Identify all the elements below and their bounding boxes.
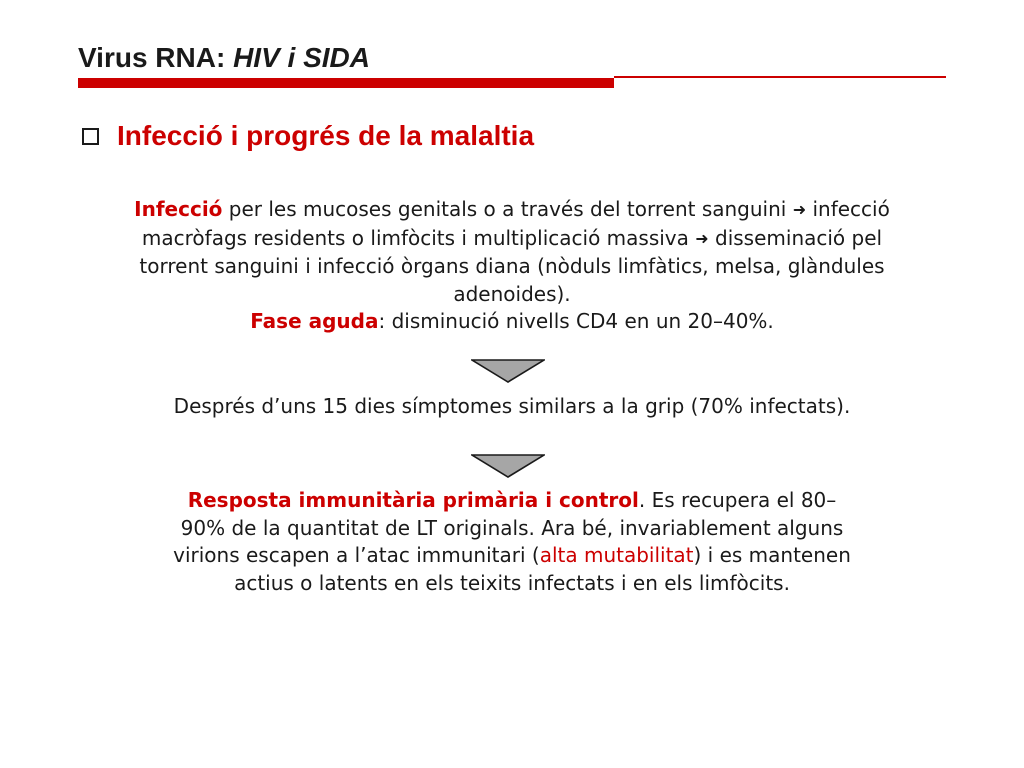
slide-title [78,42,370,74]
down-arrow-icon [471,359,545,383]
title-underline-thick [78,78,614,88]
immune-response-text-2: ) i es mantenen actius o latents en els teixits infectats i en els limfòcits. [234,543,851,595]
immune-response-text-1: . Es recupera el 80–90% de la quantitat de LT originals. Ara bé, invariablement alguns virions escapen a l’atac immunitari ( [173,488,844,567]
infection-text-3: disseminació pel torrent sanguini i infecció òrgans diana (nòduls limfàtics, melsa, glàndules adenoides). [139,225,885,306]
infection-text-2: infecció macròfags residents o limfòcits i multiplicació massiva [141,197,890,250]
section-heading [82,120,534,152]
right-arrow-icon: ➜ [695,228,709,248]
acute-phase-term: Fase aguda [250,309,379,333]
title-underline-thin [614,76,946,78]
right-arrow-icon: ➜ [792,200,807,219]
immune-response-paragraph [170,487,854,597]
infection-term: Infecció [134,197,223,221]
immune-response-term: Resposta immunitària primària i control [187,488,639,512]
high-mutability-term: alta mutabilitat [539,543,694,567]
infection-paragraph [110,196,914,336]
down-arrow-icon [471,454,545,478]
acute-phase-text: : disminució nivells CD4 en un 20–40%. [378,309,774,333]
checkbox-bullet-icon [82,128,99,145]
infection-text-1: per les mucoses genitals o a través del torrent sanguini [222,197,793,221]
slide-title-prefix: Virus RNA: [78,42,234,73]
symptoms-paragraph: Després d’uns 15 dies símptomes similars a la grip (70% infectats). [173,394,851,418]
section-heading-text: Infecció i progrés de la malaltia [117,120,535,151]
slide-title-italic: HIV i SIDA [233,42,370,73]
